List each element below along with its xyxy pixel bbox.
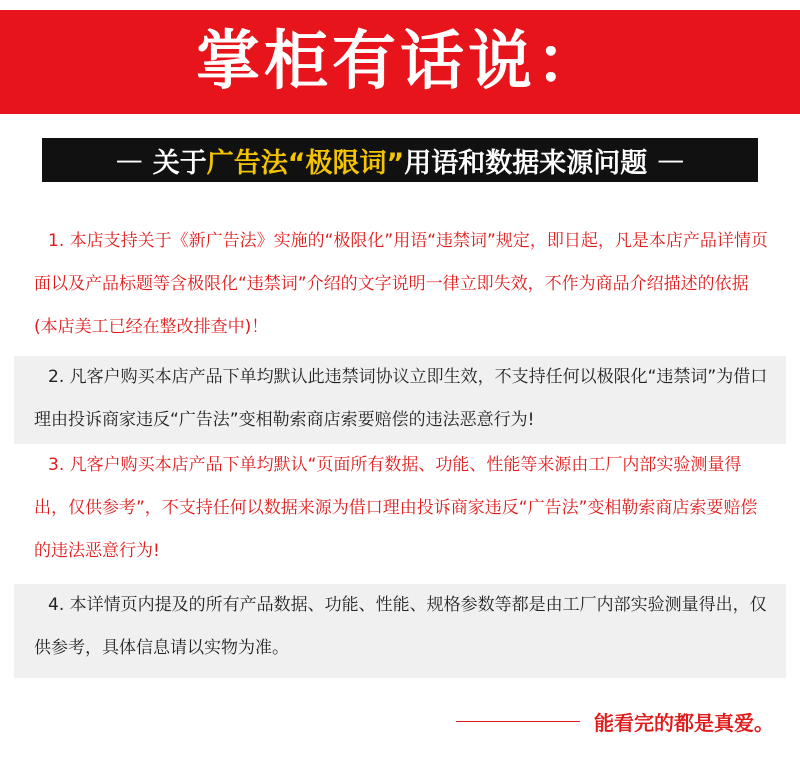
header-banner (0, 10, 800, 114)
notice-2-text: 2. 凡客户购买本店产品下单均默认此违禁词协议立即生效，不支持任何以极限化“违禁词”为借口理由投诉商家违反“广告法”变相勒索商店索要赔偿的违法恶意行为! (34, 367, 768, 430)
notice-1-text: 1. 本店支持关于《新广告法》实施的“极限化”用语“违禁词”规定，即日起，凡是本店产品详情页面以及产品标题等含极限化“违禁词”介绍的文字说明一律立即失效，不作为商品介绍描述的依据(本店美工已经在整改排查中)！ (34, 231, 768, 337)
subtitle-dash-left: — (115, 144, 143, 176)
subtitle-prefix: 关于 (152, 147, 207, 179)
notice-3 (14, 444, 786, 576)
page-title: 掌柜有话说： (196, 25, 604, 99)
notice-1 (14, 220, 786, 350)
notice-4 (14, 584, 786, 678)
subtitle-bar (42, 138, 758, 182)
footer-divider (456, 721, 580, 722)
subtitle-suffix: 用语和数据来源问题 (404, 147, 648, 179)
notice-2 (14, 356, 786, 444)
footer-note (456, 706, 774, 736)
notice-3-text: 3. 凡客户购买本店产品下单均默认“页面所有数据、功能、性能等来源由工厂内部实验测量得出，仅供参考”，不支持任何以数据来源为借口理由投诉商家违反“广告法”变相勒索商店索要赔偿的违法恶意行为! (34, 455, 758, 561)
footer-text: 能看完的都是真爱。 (594, 710, 774, 735)
notice-4-text: 4. 本详情页内提及的所有产品数据、功能、性能、规格参数等都是由工厂内部实验测量得出，仅供参考，具体信息请以实物为准。 (34, 595, 767, 658)
subtitle-highlight: 广告法“极限词” (206, 147, 405, 179)
subtitle-dash-right: — (657, 144, 685, 176)
